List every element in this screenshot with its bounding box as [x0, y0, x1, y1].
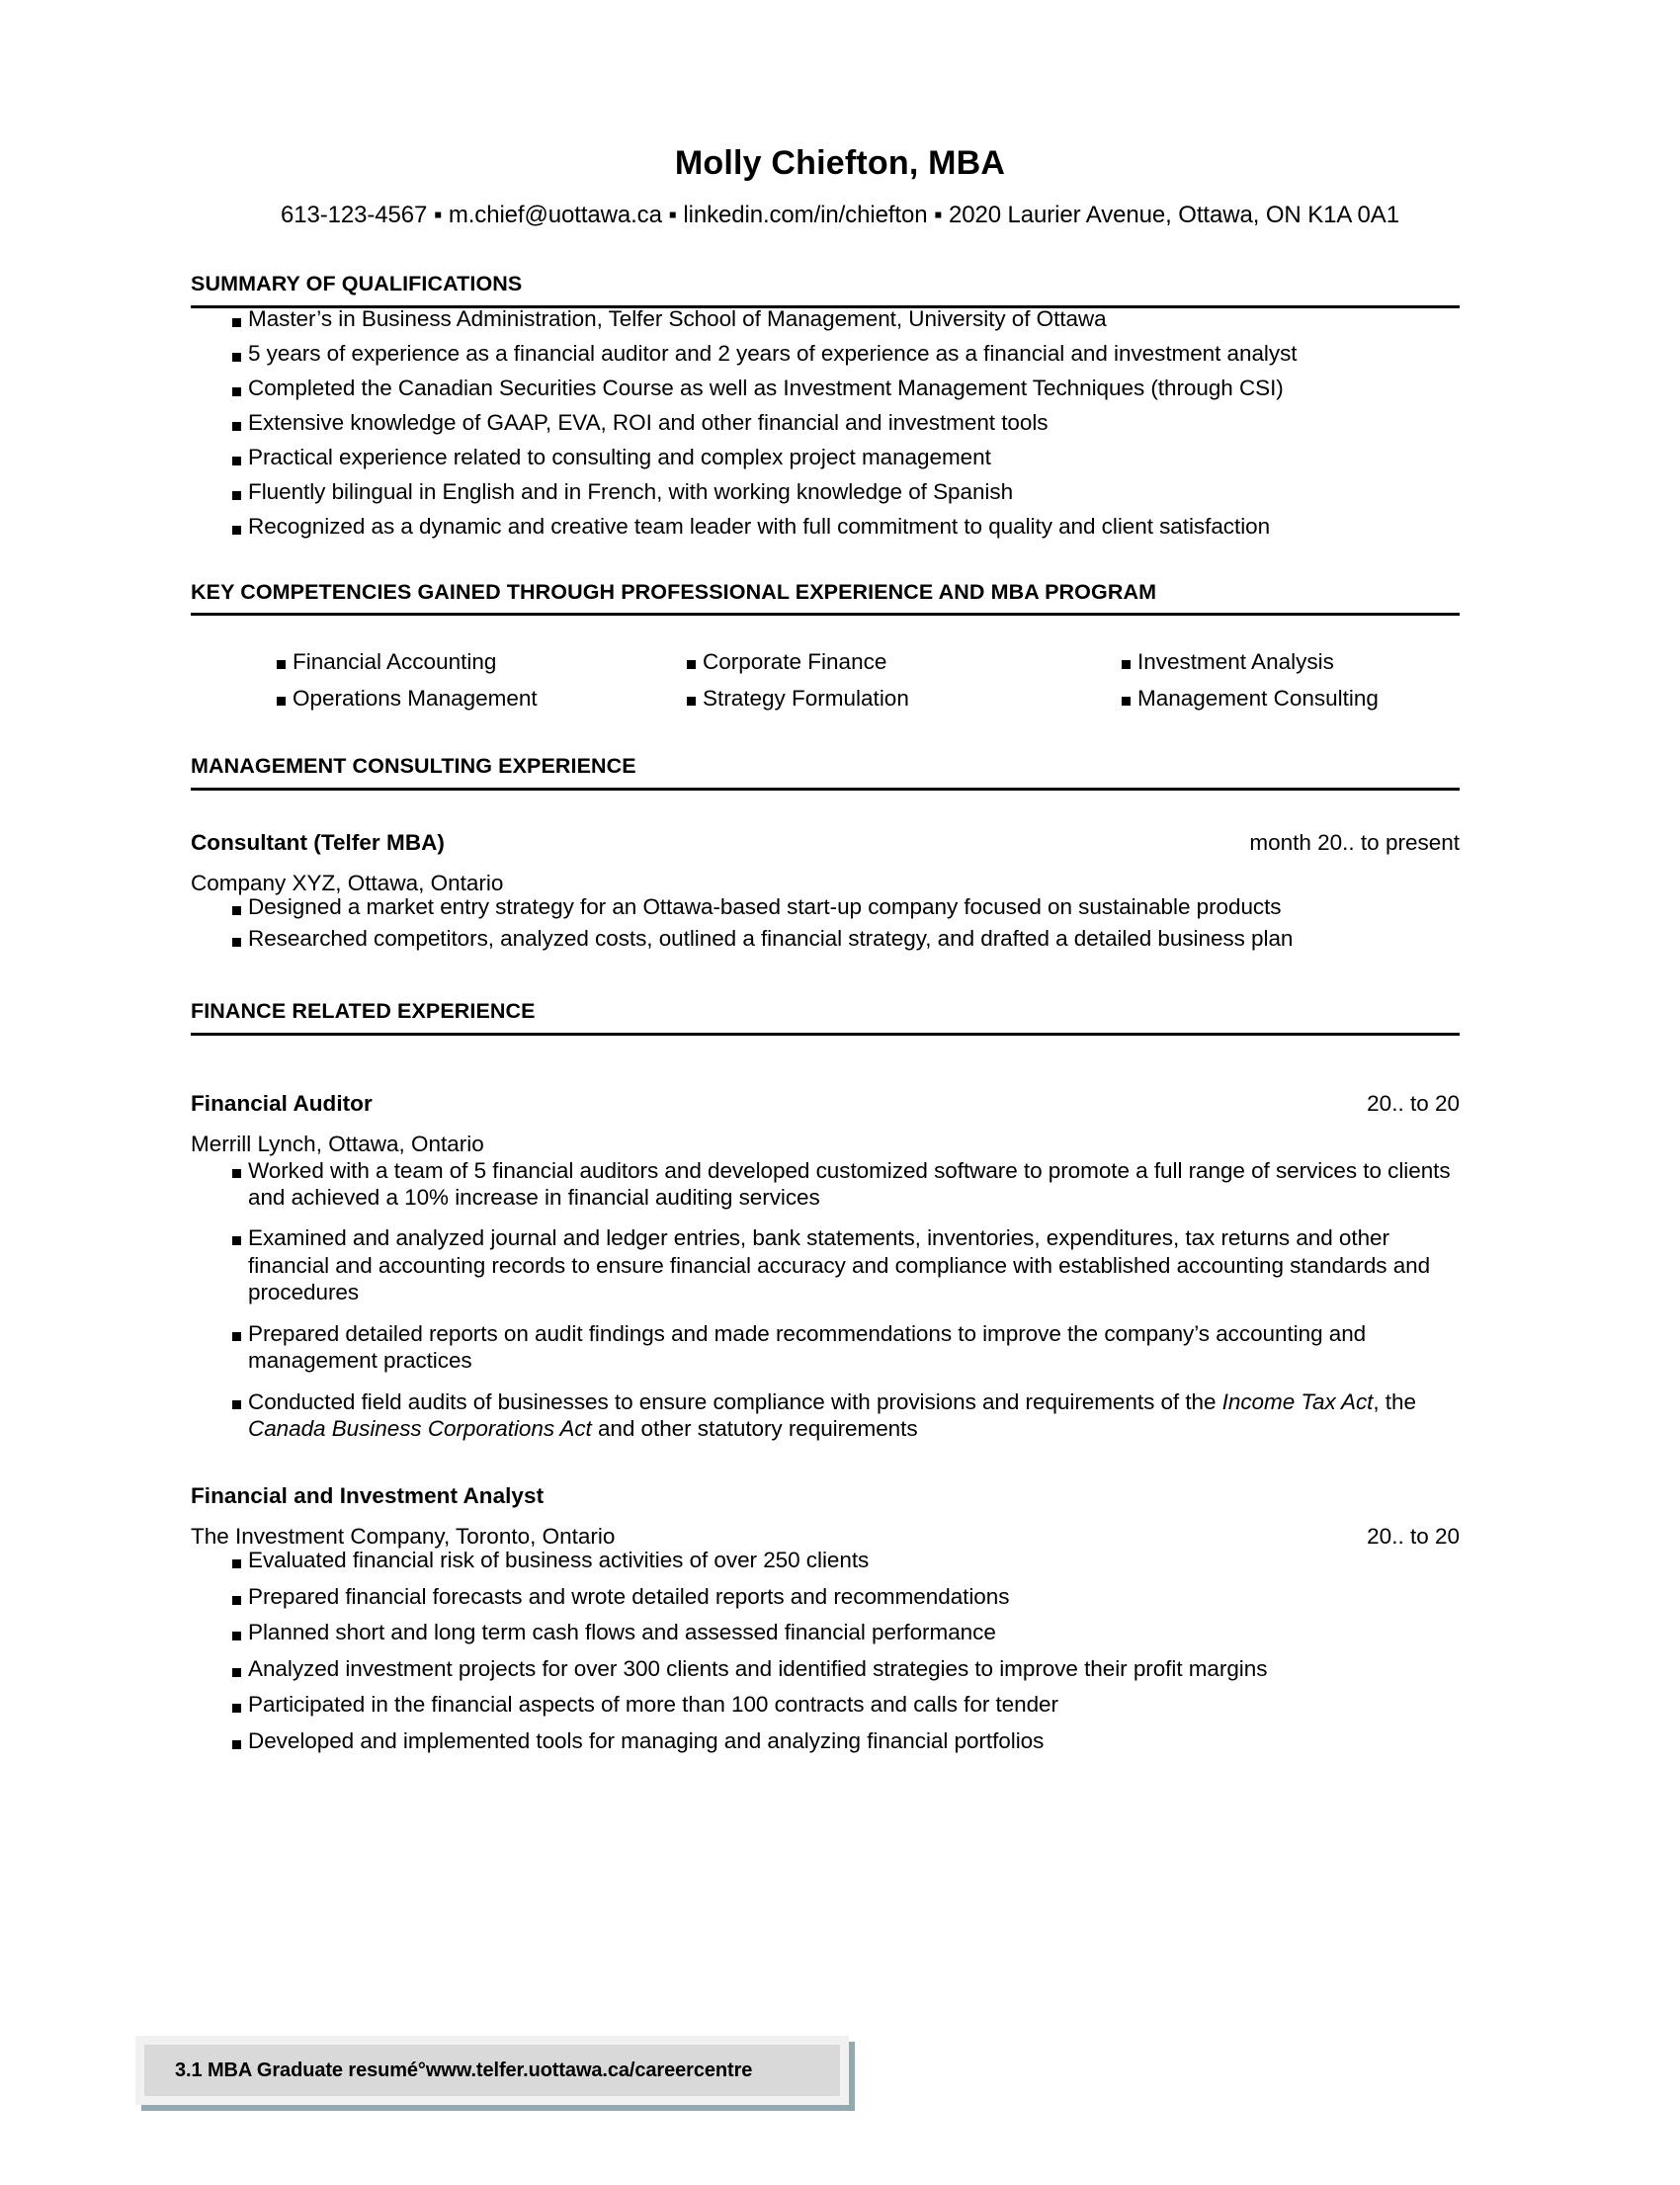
job-title: Financial Auditor: [191, 1090, 373, 1116]
job-header-row: [191, 1483, 1460, 1509]
list-item: Management Consulting: [1080, 688, 1460, 711]
job-organization-row: [191, 1524, 1460, 1550]
summary-bullet-list: [191, 308, 1460, 539]
job-entry-financial-investment-analyst: [191, 1483, 1460, 1752]
statute-name-income-tax-act: Income Tax Act: [1221, 1388, 1374, 1414]
list-item: Strategy Formulation: [645, 688, 1080, 711]
list-item: Participated in the financial aspects of more than 100 contracts and calls for tender: [191, 1694, 1460, 1717]
competencies-grid: [235, 651, 1460, 710]
footer-text: 3.1 MBA Graduate resumé°www.telfer.uottawa.ca/careercentre: [175, 2059, 753, 2081]
section-title-competencies: KEY COMPETENCIES GAINED THROUGH PROFESSIONAL EXPERIENCE AND MBA PROGRAM: [191, 579, 1157, 604]
section-title-finance: FINANCE RELATED EXPERIENCE: [191, 998, 536, 1023]
list-item: Examined and analyzed journal and ledger entries, bank statements, inventories, expenditures, tax returns and other financial and accounting records to ensure financial accuracy and compliance with established accounting standards and procedures: [191, 1224, 1460, 1305]
list-item: Analyzed investment projects for over 300 clients and identified strategies to improve their profit margins: [191, 1658, 1460, 1681]
section-title-consulting: MANAGEMENT CONSULTING EXPERIENCE: [191, 754, 636, 779]
job-organization: The Investment Company, Toronto, Ontario: [191, 1524, 616, 1550]
list-item: Planned short and long term cash flows and assessed financial performance: [191, 1622, 1460, 1644]
list-item: Researched competitors, analyzed costs, outlined a financial strategy, and drafted a detailed business plan: [191, 928, 1460, 951]
job-bullet-list: [191, 1550, 1460, 1752]
section-rule-competencies: [191, 613, 1460, 616]
list-item: Master’s in Business Administration, Telfer School of Management, University of Ottawa: [191, 308, 1460, 331]
section-key-competencies: [191, 581, 1460, 711]
job-header-row: [191, 830, 1460, 856]
bullet-text-with-italics: Conducted field audits of businesses to ensure compliance with provisions and requirements of the Income Tax Act, the Canada Business Corporations Act and other statutory requirements: [248, 1388, 1416, 1442]
job-entry-financial-auditor: [191, 1091, 1460, 1443]
job-dates: 20.. to 20: [1367, 1524, 1460, 1550]
list-item: Financial Accounting: [235, 651, 645, 674]
section-management-consulting-experience: [191, 755, 1460, 951]
list-item: Investment Analysis: [1080, 651, 1460, 674]
job-organization: Company XYZ, Ottawa, Ontario: [191, 870, 504, 895]
footer-box: [135, 2036, 849, 2105]
list-item: Developed and implemented tools for managing and analyzing financial portfolios: [191, 1730, 1460, 1753]
list-item: Practical experience related to consulting and complex project management: [191, 447, 1460, 469]
job-header-row: [191, 1091, 1460, 1117]
list-item: Designed a market entry strategy for an Ottawa-based start-up company focused on sustainable products: [191, 896, 1460, 919]
list-item: Operations Management: [235, 688, 645, 711]
list-item: Completed the Canadian Securities Course as well as Investment Management Techniques (through CSI): [191, 378, 1460, 400]
list-item: Evaluated financial risk of business activities of over 250 clients: [191, 1550, 1460, 1572]
list-item: Extensive knowledge of GAAP, EVA, ROI and other financial and investment tools: [191, 412, 1460, 435]
list-item: [191, 1388, 1460, 1443]
contact-line: 613-123-4567 ▪ m.chief@uottawa.ca ▪ linkedin.com/in/chiefton ▪ 2020 Laurier Avenue, Ottawa, ON K1A 0A1: [281, 201, 1399, 228]
list-item: 5 years of experience as a financial auditor and 2 years of experience as a financial and investment analyst: [191, 343, 1460, 366]
job-title: Consultant (Telfer MBA): [191, 829, 445, 855]
section-rule-finance: [191, 1033, 1460, 1036]
footer-box-inner: [144, 2045, 840, 2096]
statute-name-canada-business-corporations-act: Canada Business Corporations Act: [248, 1416, 592, 1442]
list-item: Worked with a team of 5 financial auditors and developed customized software to promote a full range of services to clients and achieved a 10% increase in financial auditing services: [191, 1157, 1460, 1212]
job-title: Financial and Investment Analyst: [191, 1483, 545, 1509]
job-bullet-list: [191, 893, 1460, 952]
section-title-summary: SUMMARY OF QUALIFICATIONS: [191, 272, 523, 296]
list-item: Fluently bilingual in English and in French, with working knowledge of Spanish: [191, 481, 1460, 504]
list-item: Prepared detailed reports on audit findings and made recommendations to improve the company’s accounting and management practices: [191, 1320, 1460, 1375]
list-item: Prepared financial forecasts and wrote detailed reports and recommendations: [191, 1586, 1460, 1609]
section-finance-related-experience: [191, 1000, 1460, 1753]
section-rule-consulting: [191, 788, 1460, 791]
job-organization: Merrill Lynch, Ottawa, Ontario: [191, 1131, 484, 1156]
job-entry-consultant: [191, 830, 1460, 951]
job-dates: month 20.. to present: [1249, 829, 1460, 855]
job-bullet-list: [191, 1157, 1460, 1443]
resume-header: [0, 0, 1680, 229]
candidate-name: Molly Chiefton, MBA: [674, 144, 1006, 182]
section-summary-of-qualifications: [191, 273, 1460, 538]
list-item: Recognized as a dynamic and creative team leader with full commitment to quality and client satisfaction: [191, 516, 1460, 539]
list-item: Corporate Finance: [645, 651, 1080, 674]
job-dates: 20.. to 20: [1367, 1090, 1460, 1116]
